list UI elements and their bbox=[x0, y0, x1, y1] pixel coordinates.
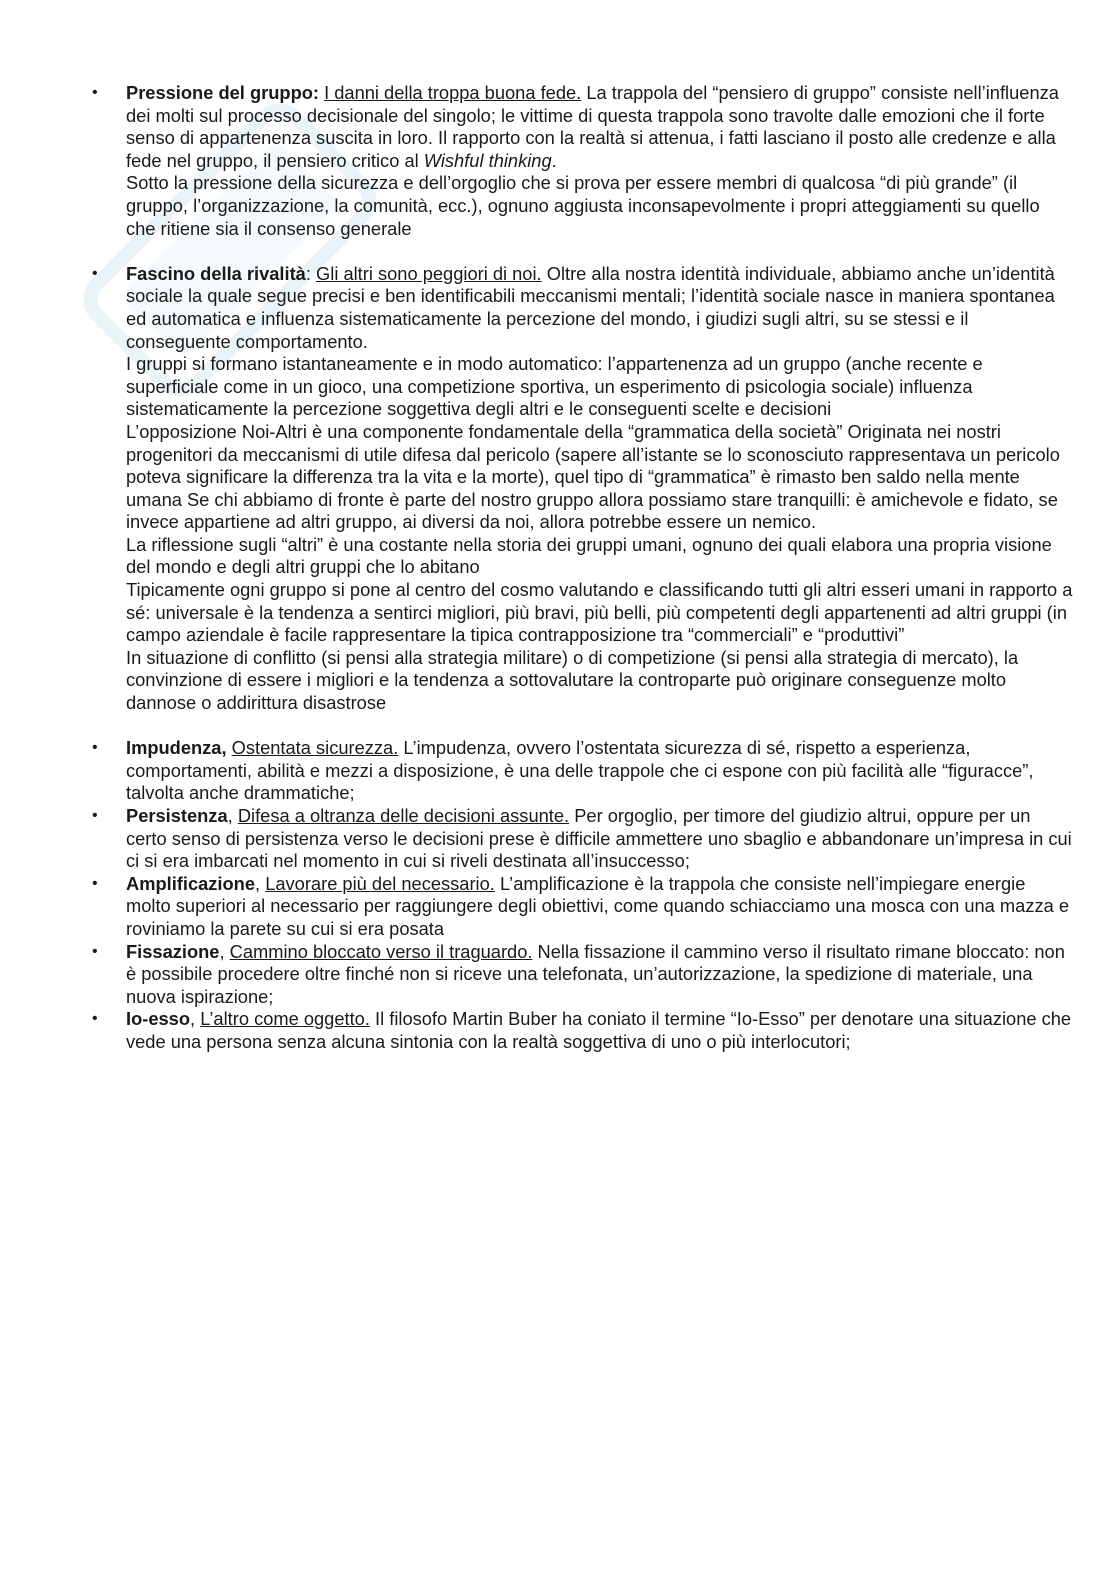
item-paragraph: Tipicamente ogni gruppo si pone al centro del cosmo valutando e classificando tutti gli altri esseri umani in rapporto a sé: universale è la tendenza a sentirci migliori, più bravi, più belli, più competenti degli appartenenti ad altri gruppi (in campo aziendale è facile rappresentare la tipica contrapposizione tra “commerciali” e “produttivi” bbox=[126, 579, 1073, 646]
bullet-icon: • bbox=[92, 739, 98, 757]
list-item bbox=[92, 1008, 1074, 1053]
item-text: L’impudenza, ovvero l’ostentata sicurezza di sé, rispetto a esperienza, comportamenti, abilità e mezzi a disposizione, è una delle trappole che ci espone con più facilità alle “figuracce”, talvolta anche drammatiche; bbox=[126, 737, 1034, 804]
item-text: Nella fissazione il cammino verso il risultato rimane bloccato: non è possibile procedere oltre finché non si riceve una telefonata, un’autorizzazione, la spedizione di materiale, una nuova ispirazione; bbox=[126, 940, 1065, 1007]
item-subtitle: I danni della troppa buona fede. bbox=[324, 82, 582, 103]
bullet-icon: • bbox=[92, 807, 98, 824]
item-separator: , bbox=[190, 1008, 196, 1030]
item-text: Il filosofo Martin Buber ha coniato il termine “Io-Esso” per denotare una situazione che vede una persona senza alcuna sintonia con la realtà soggettiva di uno o più interlocutori; bbox=[126, 1008, 1072, 1052]
list-item bbox=[92, 941, 1074, 1009]
item-separator: , bbox=[227, 805, 233, 826]
item-text: L’amplificazione è la trappola che consiste nell’impiegare energie molto superiori al necessario per raggiungere degli obiettivi, come quando schiacciamo una mosca con una mazza e roviniamo la parete su cui si era posata bbox=[126, 872, 1070, 939]
bullet-icon: • bbox=[92, 874, 98, 892]
item-subtitle: Cammino bloccato verso il traguardo. bbox=[229, 940, 533, 962]
list-item bbox=[92, 805, 1074, 873]
item-separator: , bbox=[255, 872, 261, 894]
item-text: Per orgoglio, per timore del giudizio altrui, oppure per un certo senso di persistenza verso le decisioni prese è difficile ammettere uno sbaglio e abbandonare un’impresa in cui ci si era imbarcati nel momento in cui si riveli destinata all’insuccesso; bbox=[126, 805, 1072, 872]
item-subtitle: Ostentata sicurezza. bbox=[231, 737, 399, 759]
item-title: Persistenza bbox=[126, 805, 228, 826]
item-title: Io-esso bbox=[126, 1008, 191, 1030]
item-separator: , bbox=[219, 940, 225, 962]
item-title: Fascino della rivalità bbox=[126, 262, 306, 284]
item-title: Amplificazione bbox=[126, 872, 256, 894]
bullet-icon: • bbox=[92, 84, 98, 101]
item-text-emphasis: Wishful thinking bbox=[423, 149, 552, 171]
item-title: Fissazione bbox=[126, 940, 220, 962]
bullet-icon: • bbox=[92, 942, 98, 960]
item-subtitle: L’altro come oggetto. bbox=[200, 1008, 370, 1030]
list-item bbox=[92, 737, 1074, 805]
list-item bbox=[92, 873, 1074, 941]
item-paragraph: L’opposizione Noi-Altri è una componente fondamentale della “grammatica della società” Originata nei nostri progenitori da meccanismi di utile difesa dal pericolo (sapere all’istante se lo sconosciuto rappresentava un pericolo poteva significare la differenza tra la vita e la morte), quel tipo di “grammatica” è rimasto ben saldo nella mente umana Se chi abbiamo di fronte è parte del nostro gruppo allora possiamo stare tranquilli: è amichevole e fidato, se invece appartiene ad altri gruppo, ai diversi da noi, allora potrebbe essere un nemico. bbox=[126, 420, 1060, 533]
item-title: Impudenza, bbox=[126, 737, 227, 759]
document-body bbox=[92, 82, 1074, 1054]
bullet-icon: • bbox=[92, 1010, 98, 1028]
list-item bbox=[92, 82, 1074, 240]
item-title: Pressione del gruppo: bbox=[126, 82, 319, 103]
bullet-icon: • bbox=[92, 264, 98, 282]
item-subtitle: Gli altri sono peggiori di noi. bbox=[316, 262, 542, 284]
item-text-end: . bbox=[551, 149, 557, 171]
item-paragraph: La riflessione sugli “altri” è una costante nella storia dei gruppi umani, ognuno dei quali elabora una propria visione del mondo e degli altri gruppi che lo abitano bbox=[126, 533, 1052, 578]
item-subtitle: Difesa a oltranza delle decisioni assunte. bbox=[237, 805, 570, 826]
item-text: La trappola del “pensiero di gruppo” consiste nell’influenza dei molti sul processo decisionale del singolo; le vittime di questa trappola sono travolte dalle emozioni che il forte senso di appartenenza suscita in loro. Il rapporto con la realtà si attenua, i fatti lasciano il posto alle credenze e alla fede nel gruppo, il pensiero critico al bbox=[126, 82, 1059, 171]
item-paragraph: Sotto la pressione della sicurezza e dell’orgoglio che si prova per essere membri di qualcosa “di più grande” (il gruppo, l’organizzazione, la comunità, ecc.), ognuno aggiusta inconsapevolmente i propri atteggiamenti su quello che ritiene sia il consenso generale bbox=[126, 172, 1040, 239]
item-text: Oltre alla nostra identità individuale, abbiamo anche un’identità sociale la quale segue precisi e ben identificabili meccanismi mentali; l’identità sociale nasce in maniera spontanea ed automatica e influenza sistematicamente la percezione del mondo, i giudizi sugli altri, su se stessi e il conseguente comportamento. bbox=[126, 262, 1055, 352]
item-paragraph: In situazione di conflitto (si pensi alla strategia militare) o di competizione (si pensi alla strategia di mercato), la convinzione di essere i migliori e la tendenza a sottovalutare la controparte può originare conseguenze molto dannose o addirittura disastrose bbox=[126, 646, 1019, 714]
item-separator: : bbox=[305, 262, 311, 284]
list-item bbox=[92, 263, 1074, 715]
item-paragraph: I gruppi si formano istantaneamente e in modo automatico: l’appartenenza ad un gruppo (anche recente e superficiale come in un gioco, una competizione sportiva, un esperimento di psicologia sociale) influenza sistematicamente la percezione soggettiva degli altri e le conseguenti scelte e decisioni bbox=[126, 353, 983, 420]
item-subtitle: Lavorare più del necessario. bbox=[265, 872, 495, 894]
